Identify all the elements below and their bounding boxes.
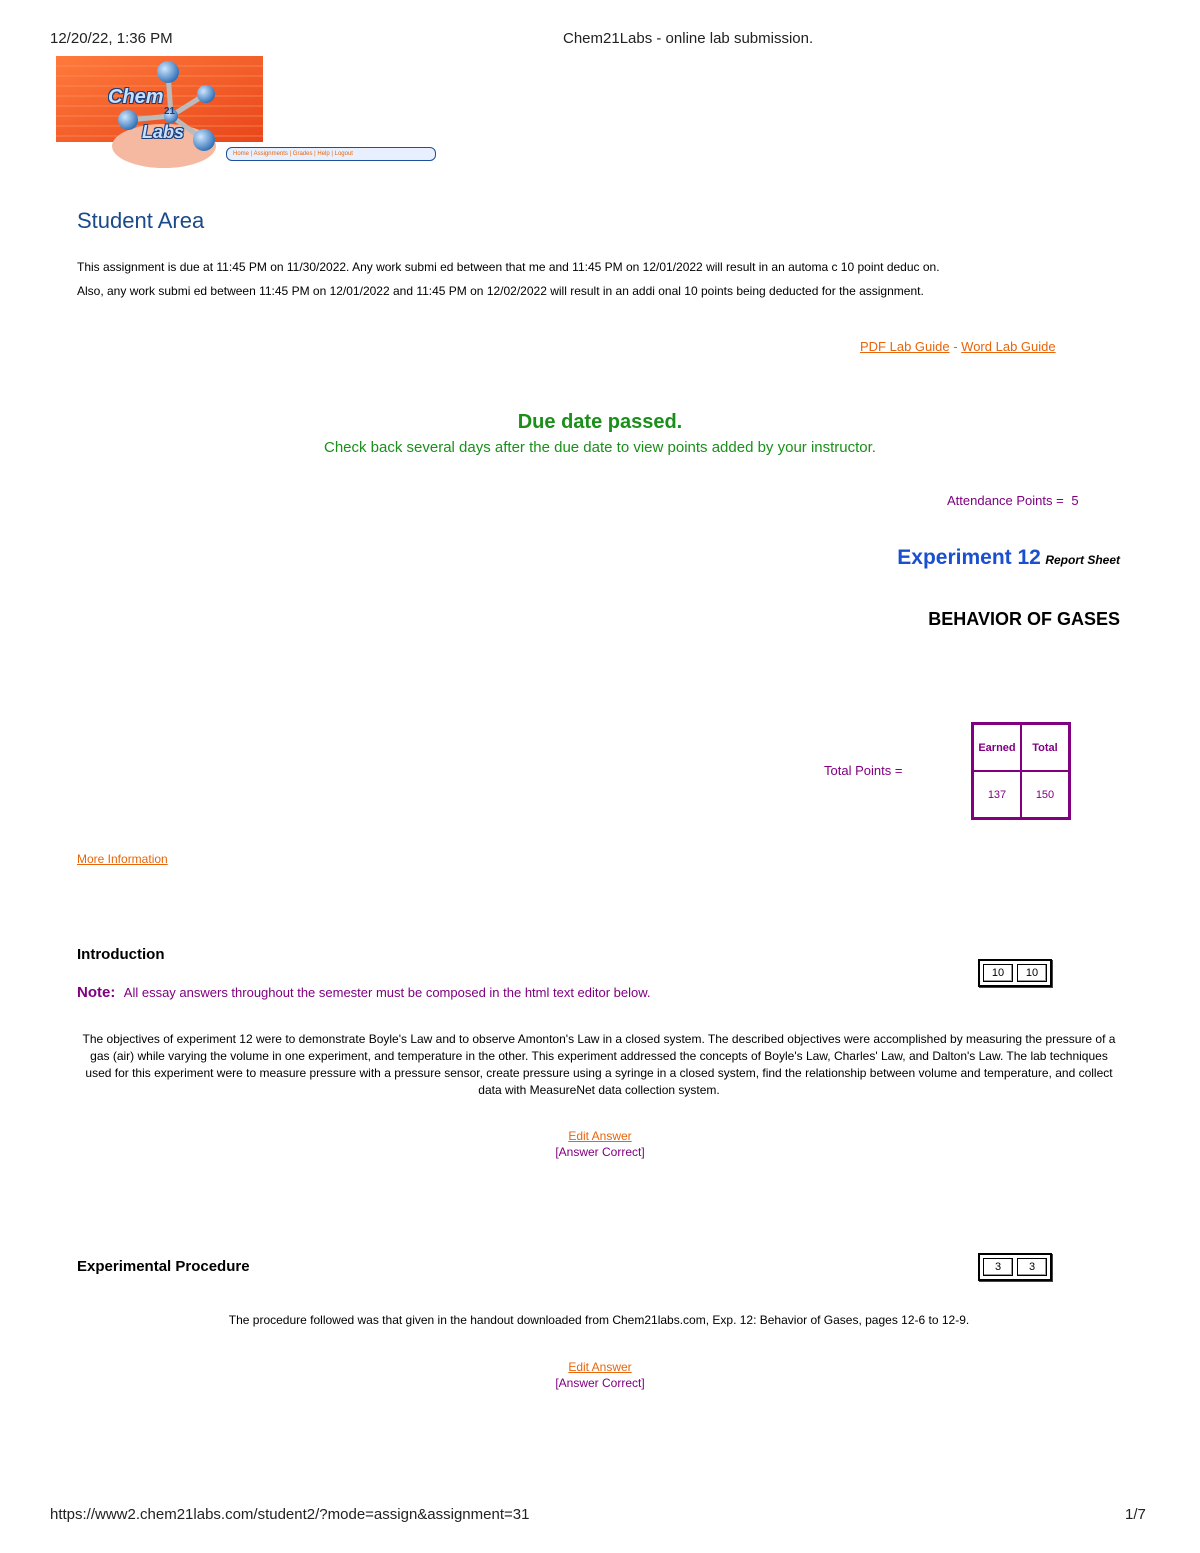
attendance-points xyxy=(947,493,1079,508)
print-page-title: Chem21Labs - online lab submission. xyxy=(563,30,814,47)
due-policy-line1: This assignment is due at 11:45 PM on 11/30/2022. Any work submi ed between that me and 11:45 PM on 12/01/2022 will result in an automa c 10 point deduc on. xyxy=(77,260,940,274)
earned-header: Earned xyxy=(973,724,1022,772)
guide-separator: - xyxy=(949,339,962,354)
attendance-label: Attendance Points = xyxy=(947,493,1064,508)
introduction-heading: Introduction xyxy=(77,946,165,963)
due-policy-line2: Also, any work submi ed between 11:45 PM on 12/01/2022 and 11:45 PM on 12/02/2022 will result in an addi onal 10 points being deducted for the assignment. xyxy=(77,284,924,298)
total-header: Total xyxy=(1021,724,1070,772)
procedure-heading: Experimental Procedure xyxy=(77,1258,250,1275)
logo-text-labs: Labs xyxy=(142,122,185,142)
top-nav-bar[interactable] xyxy=(226,147,436,161)
experiment-suffix: Report Sheet xyxy=(1045,553,1120,567)
note-line xyxy=(77,984,651,1002)
introduction-edit-answer-link[interactable]: Edit Answer xyxy=(568,1129,632,1143)
print-datetime: 12/20/22, 1:36 PM xyxy=(50,30,173,47)
print-page-number: 1/7 xyxy=(1125,1506,1146,1523)
procedure-score-total: 3 xyxy=(1017,1258,1047,1276)
experiment-heading xyxy=(897,546,1120,570)
due-date-passed-subtitle: Check back several days after the due date to view points added by your instructor. xyxy=(324,439,876,456)
lab-guide-links xyxy=(860,339,1056,354)
due-date-passed-title: Due date passed. xyxy=(517,411,683,433)
top-nav-links[interactable]: Home | Assignments | Grades | Help | Logout xyxy=(233,151,353,157)
pdf-lab-guide-link[interactable]: PDF Lab Guide xyxy=(860,339,950,354)
procedure-score-box xyxy=(978,1253,1052,1281)
total-points-table xyxy=(971,722,1071,820)
experiment-title: Experiment 12 xyxy=(897,546,1041,569)
attendance-value: 5 xyxy=(1071,493,1079,508)
procedure-answer-status: [Answer Correct] xyxy=(555,1376,645,1390)
earned-value: 137 xyxy=(973,771,1022,819)
student-area-title: Student Area xyxy=(77,208,205,233)
procedure-score-earned: 3 xyxy=(983,1258,1013,1276)
note-text: All essay answers throughout the semester must be composed in the html text editor below. xyxy=(123,985,651,1000)
note-label: Note: xyxy=(77,984,116,1001)
procedure-edit-answer-link[interactable]: Edit Answer xyxy=(568,1360,632,1374)
introduction-answer: The objectives of experiment 12 were to demonstrate Boyle's Law and to observe Amonton's Law in a closed system. The described objectives were accomplished by measuring the pressure of a gas (air) while varying the volume in one experiment, and temperature in the other. This experiment addressed the concepts of Boyle's Law, Charles' Law, and Dalton's Law. The lab techniques used for this experiment were to measure pressure with a pressure sensor, create pressure using a syringe in a closed system, find the relationship between volume and temperature, and collect data with MeasureNet data collection system. xyxy=(82,1032,1116,1097)
total-value: 150 xyxy=(1021,771,1070,819)
introduction-score-box xyxy=(978,959,1052,987)
experiment-name: BEHAVIOR OF GASES xyxy=(928,609,1120,629)
logo-text-chem: Chem xyxy=(108,86,164,108)
word-lab-guide-link[interactable]: Word Lab Guide xyxy=(961,339,1056,354)
more-information-link[interactable]: More Information xyxy=(77,852,168,866)
procedure-answer: The procedure followed was that given in the handout downloaded from Chem21labs.com, Exp. 12: Behavior of Gases, pages 12-6 to 12-9. xyxy=(228,1313,970,1327)
introduction-answer-status: [Answer Correct] xyxy=(555,1145,645,1159)
logo-text-21: 21 xyxy=(164,106,176,117)
print-url: https://www2.chem21labs.com/student2/?mode=assign&assignment=31 xyxy=(50,1506,530,1523)
introduction-score-earned: 10 xyxy=(983,964,1013,982)
total-points-label: Total Points = xyxy=(824,763,903,778)
introduction-score-total: 10 xyxy=(1017,964,1047,982)
